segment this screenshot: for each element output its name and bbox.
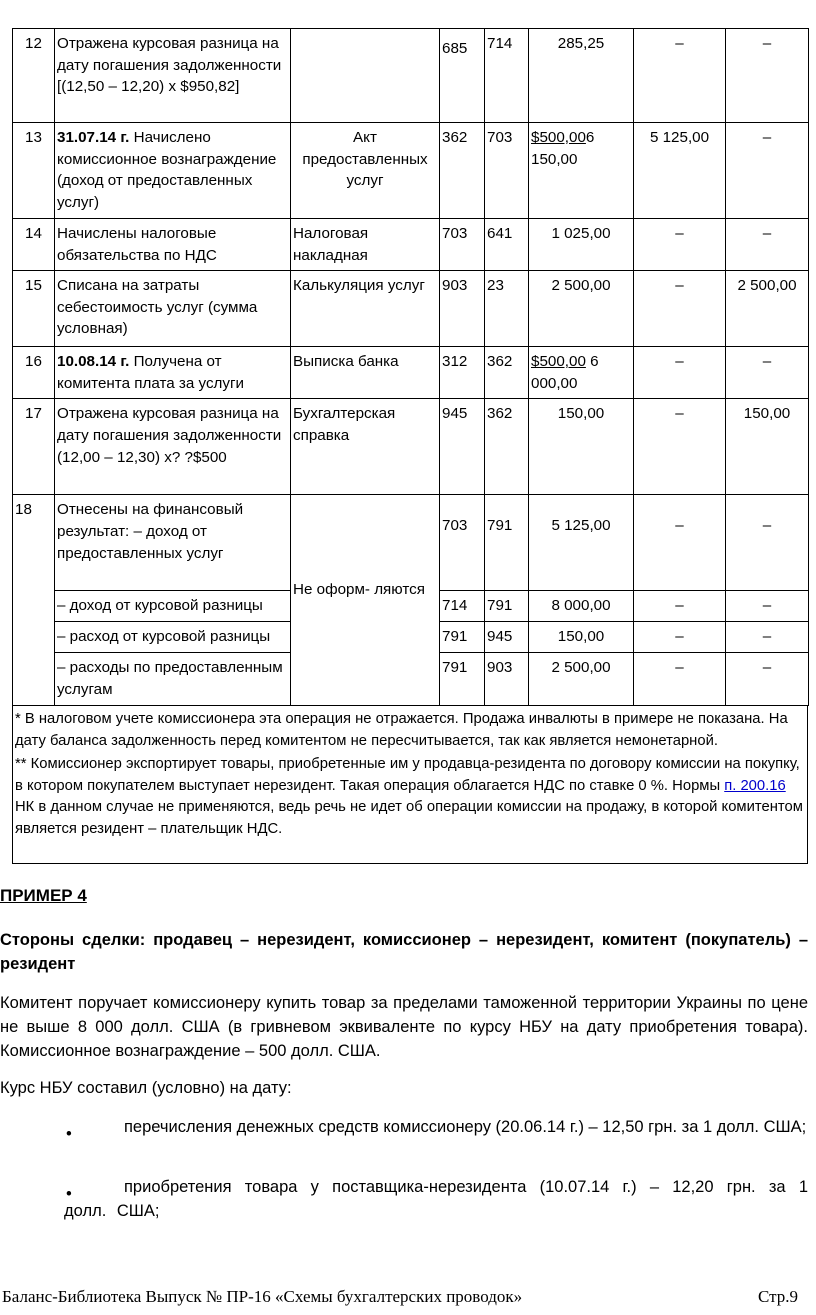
amount: 5 125,00 bbox=[529, 495, 634, 591]
row-number: 16 bbox=[13, 347, 55, 399]
operation-text: 31.07.14 г. Начислено комиссионное вознаграждение (доход от предоставленных услуг) bbox=[55, 123, 291, 219]
operation-text: – расход от курсовой разницы bbox=[55, 622, 291, 653]
col-7-value: – bbox=[726, 123, 809, 219]
col-7-value: – bbox=[726, 29, 809, 123]
operation-text: Отнесены на финансовый результат: – доход от предоставленных услуг bbox=[55, 495, 291, 591]
document-cell: Акт предоставленных услуг bbox=[291, 123, 440, 219]
table-row bbox=[13, 347, 809, 399]
row-number: 18 bbox=[13, 495, 55, 705]
operation-date: 31.07.14 г. bbox=[57, 129, 130, 146]
debit-account: 791 bbox=[440, 622, 485, 653]
credit-account: 362 bbox=[485, 399, 529, 495]
col-7-value: – bbox=[726, 622, 809, 653]
col-7-value: 2 500,00 bbox=[726, 271, 809, 347]
amount: 150,00 bbox=[529, 399, 634, 495]
table-notes bbox=[12, 706, 808, 864]
debit-account: 685 bbox=[440, 29, 485, 123]
debit-account: 703 bbox=[440, 219, 485, 271]
document-cell: Налоговая накладная bbox=[291, 219, 440, 271]
rate-bullet-1: перечисления денежных средств комиссионеру (20.06.14 г.) – 12,50 грн. за 1 долл. США; bbox=[124, 1118, 807, 1136]
example-paragraph: Комитент поручает комиссионеру купить товар за пределами таможенной территории Украины по цене не выше 8 000 долл. США (в гривневом эквиваленте по курсу НБУ на дату приобретения товара). Комиссионное вознаграждение – 500 долл. США. bbox=[0, 994, 808, 1060]
col-6-value: – bbox=[634, 29, 726, 123]
rate-bullet-2: приобретения товара у поставщика-нерезидента (10.07.14 г.) – 12,20 грн. за 1 долл. США; bbox=[64, 1178, 808, 1220]
debit-account: 791 bbox=[440, 653, 485, 705]
document-cell: Не оформ- ляются bbox=[291, 495, 440, 705]
col-6-value: – bbox=[634, 219, 726, 271]
credit-account: 641 bbox=[485, 219, 529, 271]
row-number: 12 bbox=[13, 29, 55, 123]
amount: 285,25 bbox=[529, 29, 634, 123]
col-6-value: – bbox=[634, 622, 726, 653]
operation-text: – доход от курсовой разницы bbox=[55, 591, 291, 622]
credit-account: 703 bbox=[485, 123, 529, 219]
col-6-value: – bbox=[634, 495, 726, 591]
col-6-value: – bbox=[634, 591, 726, 622]
table-row bbox=[13, 495, 809, 591]
credit-account: 791 bbox=[485, 591, 529, 622]
document-cell: Бухгалтерская справка bbox=[291, 399, 440, 495]
row-number: 14 bbox=[13, 219, 55, 271]
example-heading: ПРИМЕР 4 bbox=[0, 886, 87, 905]
note-1: * В налоговом учете комиссионера эта операция не отражается. Продажа инвалюты в примере не показана. На дату баланса задолженность перед комитентом не пересчитывается, так как является немонетарной. bbox=[15, 711, 788, 749]
operation-text: – расходы по предоставленным услугам bbox=[55, 653, 291, 705]
credit-account: 362 bbox=[485, 347, 529, 399]
credit-account: 945 bbox=[485, 622, 529, 653]
example-heading-wrap bbox=[0, 884, 808, 908]
table-row bbox=[13, 29, 809, 123]
table-row bbox=[13, 123, 809, 219]
col-7-value: – bbox=[726, 219, 809, 271]
document-cell bbox=[291, 29, 440, 123]
col-6-value: – bbox=[634, 347, 726, 399]
col-7-value: – bbox=[726, 495, 809, 591]
document-cell: Калькуляция услуг bbox=[291, 271, 440, 347]
col-6-value: – bbox=[634, 271, 726, 347]
col-6-value: 5 125,00 bbox=[634, 123, 726, 219]
tax-code-link[interactable]: п. 200.16 bbox=[724, 777, 786, 794]
debit-account: 312 bbox=[440, 347, 485, 399]
debit-account: 903 bbox=[440, 271, 485, 347]
amount: $500,006 150,00 bbox=[529, 123, 634, 219]
document-cell: Выписка банка bbox=[291, 347, 440, 399]
table-row bbox=[13, 271, 809, 347]
debit-account: 703 bbox=[440, 495, 485, 591]
debit-account: 362 bbox=[440, 123, 485, 219]
col-7-value: 150,00 bbox=[726, 399, 809, 495]
credit-account: 23 bbox=[485, 271, 529, 347]
page-number: Стр.9 bbox=[757, 1287, 798, 1306]
amount: 1 025,00 bbox=[529, 219, 634, 271]
bullet-icon: • bbox=[66, 1125, 72, 1143]
amount: 150,00 bbox=[529, 622, 634, 653]
debit-account: 945 bbox=[440, 399, 485, 495]
operation-text: Списана на затраты себестоимость услуг (сумма условная) bbox=[55, 271, 291, 347]
col-7-value: – bbox=[726, 347, 809, 399]
footer-title: Баланс-Библиотека Выпуск № ПР-16 «Схемы бухгалтерских проводок» bbox=[2, 1287, 523, 1306]
col-7-value: – bbox=[726, 591, 809, 622]
credit-account: 903 bbox=[485, 653, 529, 705]
amount: 2 500,00 bbox=[529, 271, 634, 347]
table-row bbox=[13, 219, 809, 271]
row-number: 13 bbox=[13, 123, 55, 219]
col-6-value: – bbox=[634, 399, 726, 495]
amount: 2 500,00 bbox=[529, 653, 634, 705]
parties-text: Стороны сделки: продавец – нерезидент, комиссионер – нерезидент, комитент (покупатель) – резидент bbox=[0, 931, 808, 973]
operation-text: Отражена курсовая разница на дату погашения задолженности (12,00 – 12,30) х? ?$500 bbox=[55, 399, 291, 495]
row-number: 17 bbox=[13, 399, 55, 495]
postings-table bbox=[12, 28, 809, 706]
col-7-value: – bbox=[726, 653, 809, 705]
amount: 8 000,00 bbox=[529, 591, 634, 622]
operation-text: Отражена курсовая разница на дату погашения задолженности [(12,50 – 12,20) х $950,82] bbox=[55, 29, 291, 123]
operation-text: 10.08.14 г. Получена от комитента плата за услуги bbox=[55, 347, 291, 399]
credit-account: 714 bbox=[485, 29, 529, 123]
credit-account: 791 bbox=[485, 495, 529, 591]
col-6-value: – bbox=[634, 653, 726, 705]
note-2: ** Комиссионер экспортирует товары, приобретенные им у продавца-резидента по договору комиссии на покупку, в котором покупателем выступает нерезидент. Такая операция облагается НДС по ставке 0 %. Нормы п. 200.16 НК в данном случае не применяются, ведь речь не идет об операции комиссии на продажу, в которой комитентом является резидент – плательщик НДС. bbox=[15, 756, 803, 837]
bullet-icon: • bbox=[66, 1185, 72, 1203]
row-number: 15 bbox=[13, 271, 55, 347]
operation-date: 10.08.14 г. bbox=[57, 353, 130, 371]
table-row bbox=[13, 399, 809, 495]
debit-account: 714 bbox=[440, 591, 485, 622]
operation-text: Начислены налоговые обязательства по НДС bbox=[55, 219, 291, 271]
rate-intro: Курс НБУ составил (условно) на дату: bbox=[0, 1079, 292, 1097]
amount: $500,00 6 000,00 bbox=[529, 347, 634, 399]
